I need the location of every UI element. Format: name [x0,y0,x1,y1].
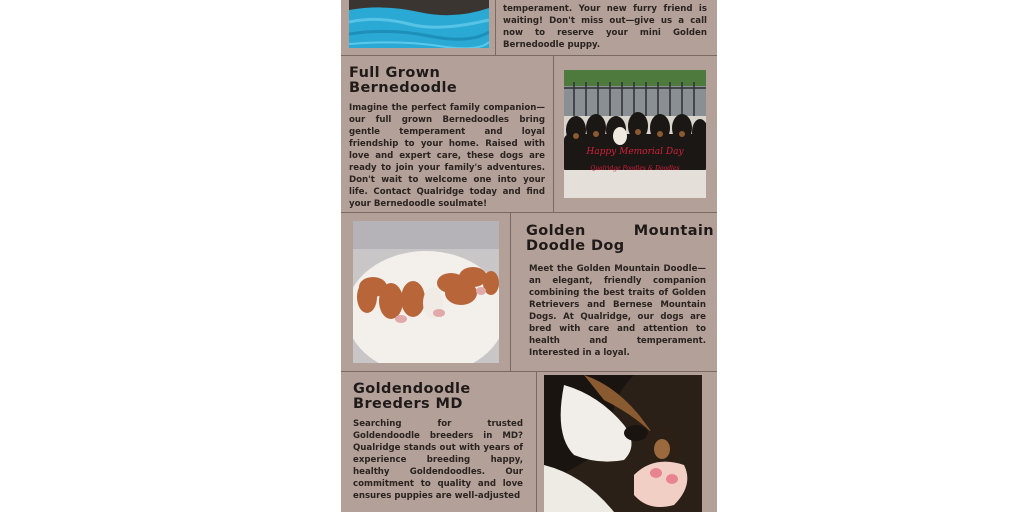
divider-vertical [495,0,496,55]
photo-caption: Happy Memorial Day [586,147,684,157]
puppies-on-blue-blanket-photo [349,0,489,48]
full-grown-bernedoodle-text: Imagine the perfect family companion—our full grown Bernedoodles bring gentle temperament and loyal friendship to your home. Raised with love and expert care, these dogs are ready to join your family's adventures. Don't wait to welcome one into your life. Contact Qualridge today and find your Bernedoodle soulmate! [349,103,545,209]
golden-mountain-doodle-text: Meet the Golden Mountain Doodle—an elegant, friendly companion combining the best traits of Golden Retrievers and Bernese Mountain Dogs. At Qualridge, our dogs are bred with care and attention to health and temperament. Interested in a loyal. [529,264,706,358]
photo-subcaption: Qualridge Poodles & Doodles [590,165,680,172]
divider-vertical [510,213,511,371]
divider-horizontal [341,212,717,213]
intro-text: temperament. Your new furry friend is waiting! Don't miss out—give us a call now to reserve your mini Golden Bernedoodle puppy. [503,4,707,50]
golden-mountain-doodle-title: Golden Mountain Doodle Dog [526,223,714,254]
divider-horizontal [341,371,717,372]
sleeping-puppies-photo [353,221,499,363]
goldendoodle-breeders-md-title: Goldendoodle Breeders MD [353,381,471,412]
divider-vertical [536,372,537,512]
flyer-page [341,0,717,512]
bernedoodle-puppies-photo [564,70,706,198]
bernese-dog-with-puppy-photo [544,375,702,512]
full-grown-bernedoodle-title: Full Grown Bernedoodle [349,65,458,96]
goldendoodle-breeders-md-text: Searching for trusted Goldendoodle breeders in MD? Qualridge stands out with years of experience breeding happy, healthy Goldendoodles. Our commitment to quality and love ensures puppies are well-adjusted [353,419,523,501]
divider-horizontal [341,55,717,56]
divider-vertical [553,56,554,212]
